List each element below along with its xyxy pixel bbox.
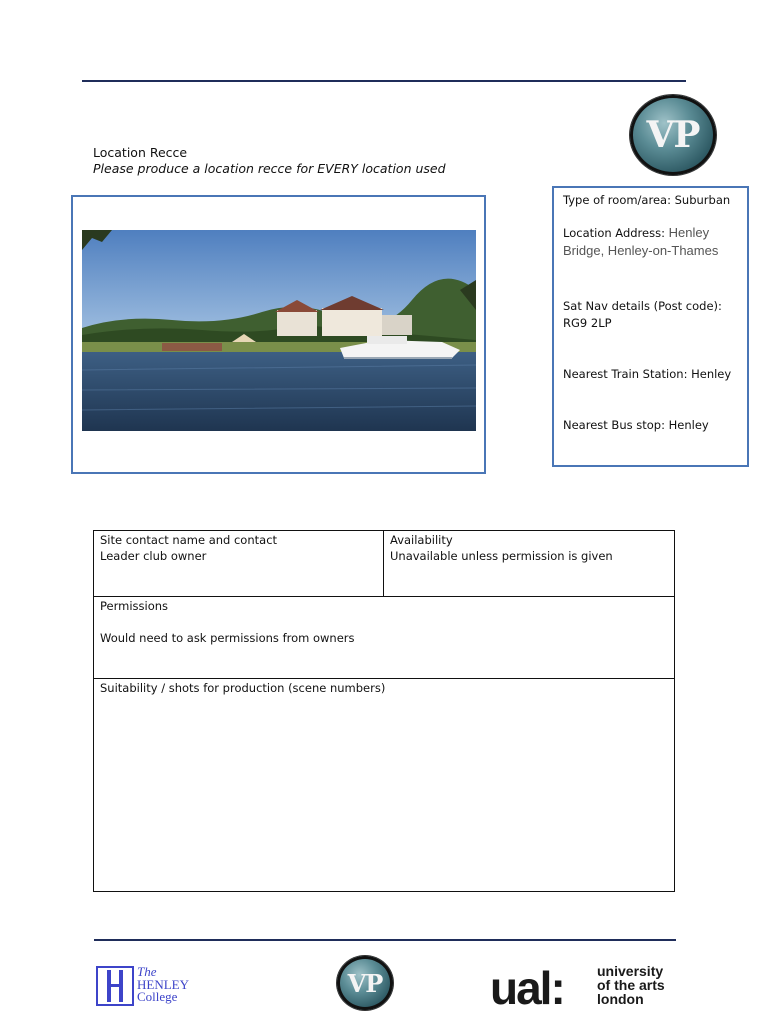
contact-label: Site contact name and contact bbox=[100, 533, 278, 547]
contact-value: Leader club owner bbox=[100, 549, 207, 563]
location-address bbox=[563, 224, 738, 260]
site-details-table bbox=[93, 530, 675, 892]
recce-title: Location Recce bbox=[93, 145, 188, 160]
permissions-cell bbox=[94, 597, 675, 679]
permissions-value: Would need to ask permissions from owners bbox=[100, 631, 355, 645]
vp-footer-logo-text: VP bbox=[347, 968, 383, 998]
contact-cell bbox=[94, 531, 384, 597]
nearest-train: Nearest Train Station: Henley bbox=[563, 367, 732, 381]
permissions-label: Permissions bbox=[100, 599, 169, 613]
suitability-cell bbox=[94, 679, 675, 892]
availability-label: Availability bbox=[390, 533, 453, 547]
address-label: Location Address: bbox=[563, 226, 665, 240]
recce-subtitle: Please produce a location recce for EVERY location used bbox=[93, 161, 446, 176]
address-value: Henley Bridge, Henley-on-Thames bbox=[563, 225, 719, 258]
nearest-bus: Nearest Bus stop: Henley bbox=[563, 418, 709, 432]
availability-value: Unavailable unless permission is given bbox=[390, 549, 613, 563]
suitability-label: Suitability / shots for production (scene numbers) bbox=[100, 681, 386, 695]
ual-logo-word: ual: bbox=[490, 962, 564, 1014]
room-type: Type of room/area: Suburban bbox=[563, 193, 731, 207]
vp-logo-text: VP bbox=[646, 114, 700, 156]
henley-college-logo bbox=[96, 966, 206, 1008]
satnav-label: Sat Nav details (Post code): bbox=[563, 299, 722, 313]
henley-logo-text: The HENLEY College bbox=[137, 964, 189, 1004]
ual-logo-text: university of the arts london bbox=[597, 963, 665, 1007]
location-info-box bbox=[552, 186, 749, 467]
bottom-divider bbox=[94, 939, 676, 941]
vp-footer-logo bbox=[337, 956, 393, 1010]
vp-logo bbox=[630, 95, 716, 175]
availability-cell bbox=[384, 531, 675, 597]
top-divider bbox=[82, 80, 686, 82]
river-scene-image bbox=[82, 230, 476, 431]
location-photo bbox=[82, 230, 476, 431]
henley-h-icon bbox=[96, 966, 134, 1006]
satnav-value: RG9 2LP bbox=[563, 316, 612, 330]
